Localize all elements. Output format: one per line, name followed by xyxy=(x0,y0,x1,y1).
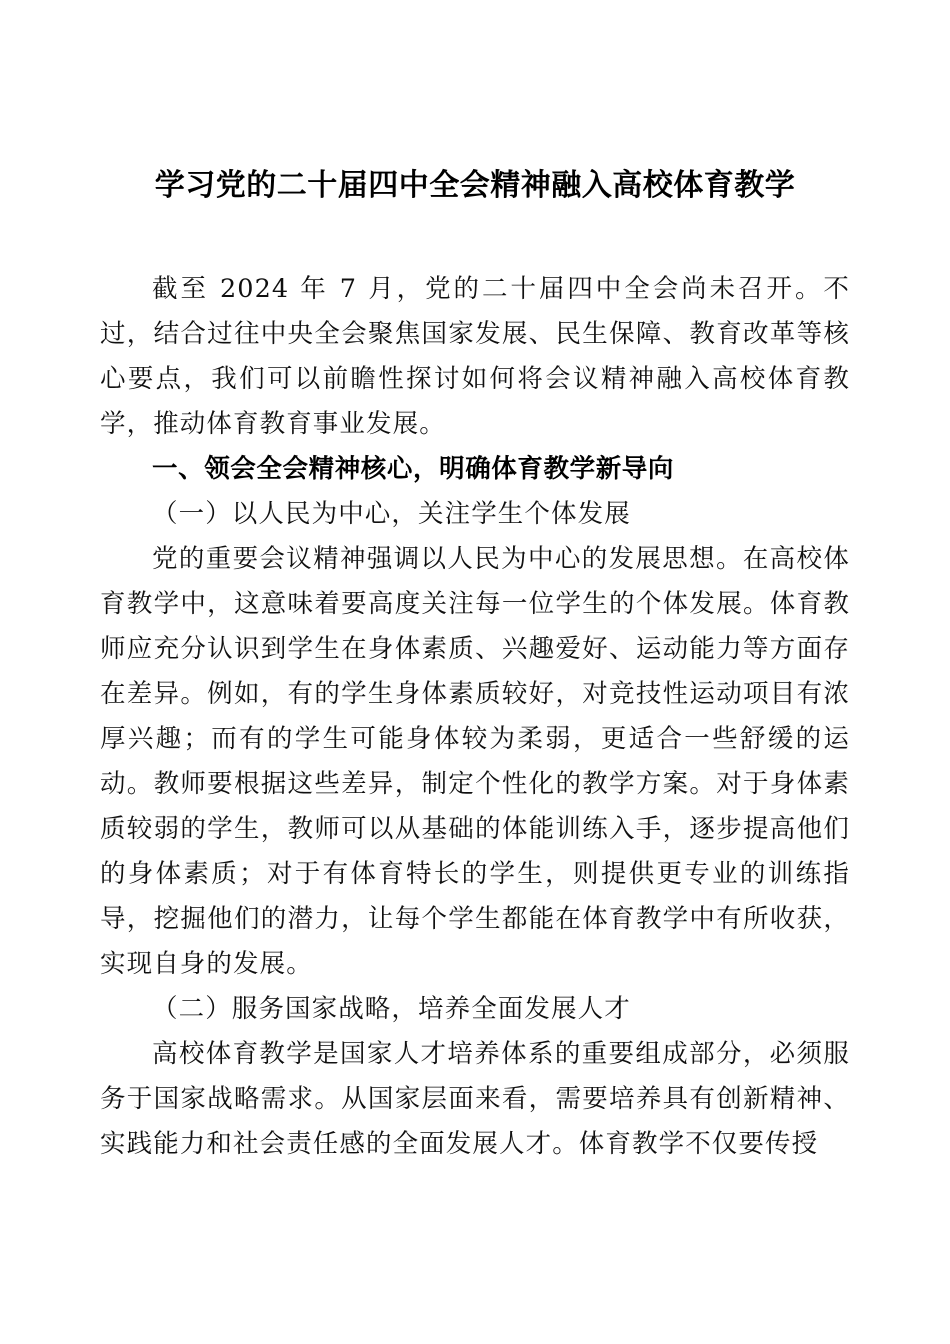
document-content xyxy=(100,0,850,1167)
paragraph-intro: 截至 2024 年 7 月，党的二十届四中全会尚未召开。不过，结合过往中央全会聚焦国家发展、民生保障、教育改革等核心要点，我们可以前瞻性探讨如何将会议精神融入高校体育教学，推动体育教育事业发展。 xyxy=(100,274,850,439)
section-heading-1: 一、领会全会精神核心，明确体育教学新导向 xyxy=(152,454,675,484)
page-title: 学习党的二十届四中全会精神融入高校体育教学 xyxy=(154,168,796,203)
paragraph-1-2: 高校体育教学是国家人才培养体系的重要组成部分，必须服务于国家战略需求。从国家层面来看，需要培养具有创新精神、实践能力和社会责任感的全面发展人才。体育教学不仅要传授 xyxy=(100,1039,850,1159)
paragraph-1-1: 党的重要会议精神强调以人民为中心的发展思想。在高校体育教学中，这意味着要高度关注每一位学生的个体发展。体育教师应充分认识到学生在身体素质、兴趣爱好、运动能力等方面存在差异。例如，有的学生身体素质较好，对竞技性运动项目有浓厚兴趣；而有的学生可能身体较为柔弱，更适合一些舒缓的运动。教师要根据这些差异，制定个性化的教学方案。对于身体素质较弱的学生，教师可以从基础的体能训练入手，逐步提高他们的身体素质；对于有体育特长的学生，则提供更专业的训练指导，挖掘他们的潜力，让每个学生都能在体育教学中有所收获，实现自身的发展。 xyxy=(100,544,850,979)
title-spacer xyxy=(100,207,850,267)
subsection-heading-1-2: （二）服务国家战略，培养全面发展人才 xyxy=(152,994,631,1024)
subsection-heading-1-1: （一）以人民为中心，关注学生个体发展 xyxy=(152,499,631,529)
